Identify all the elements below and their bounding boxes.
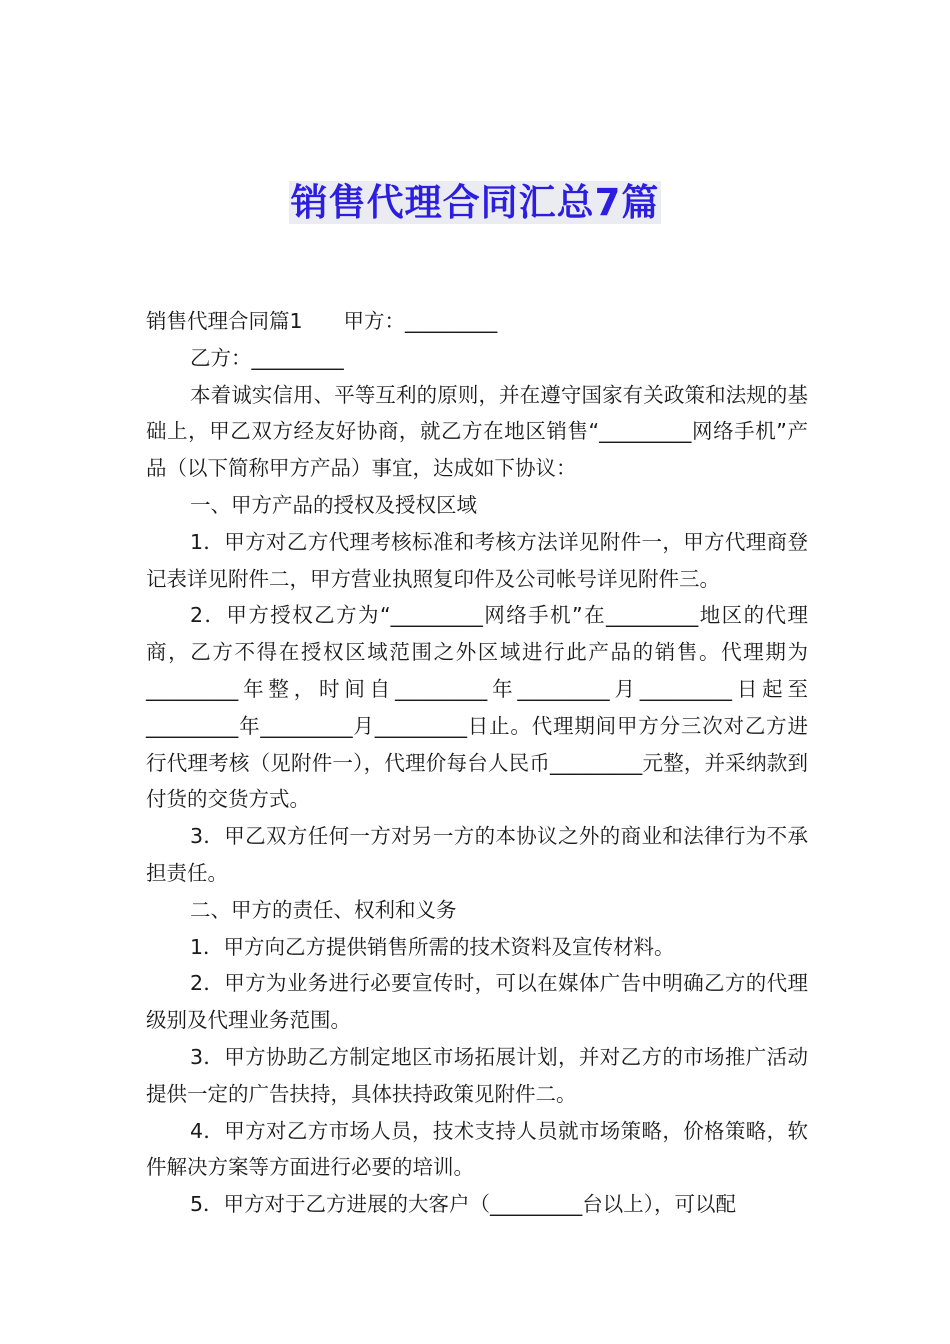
document-body: [146, 303, 808, 1223]
paragraph: 2．甲方授权乙方为“_________网络手机”在_________地区的代理商，乙方不得在授权区域范围之外区域进行此产品的销售。代理期为_________年整，时间自_________年_________月_________日起至_________年_________月_________日止。代理期间甲方分三次对乙方进行代理考核（见附件一），代理价每台人民币_________元整，并采纳款到付货的交货方式。: [146, 603, 808, 812]
paragraph: 3．甲乙双方任何一方对另一方的本协议之外的商业和法律行为不承担责任。: [146, 824, 808, 885]
paragraph: 1．甲方向乙方提供销售所需的技术资料及宣传材料。: [190, 934, 675, 959]
paragraph: 2．甲方为业务进行必要宣传时，可以在媒体广告中明确乙方的代理级别及代理业务范围。: [146, 971, 808, 1033]
section-heading: 二、甲方的责任、权利和义务: [190, 897, 457, 922]
document-title: [0, 172, 950, 226]
paragraph: 乙方：_________: [190, 345, 344, 370]
paragraph: 3．甲方协助乙方制定地区市场拓展计划，并对乙方的市场推广活动提供一定的广告扶持，具体扶持政策见附件二。: [146, 1044, 808, 1106]
paragraph: 销售代理合同篇1 甲方：_________: [146, 309, 498, 333]
title-text: 销售代理合同汇总7篇: [290, 181, 660, 224]
paragraph: 5．甲方对于乙方进展的大客户（_________台以上），可以配: [190, 1192, 737, 1217]
paragraph: 本着诚实信用、平等互利的原则，并在遵守国家有关政策和法规的基础上，甲乙双方经友好协商，就乙方在地区销售“_________网络手机”产品（以下简称甲方产品）事宜，达成如下协议：: [146, 382, 808, 481]
paragraph: 1．甲方对乙方代理考核标准和考核方法详见附件一，甲方代理商登记表详见附件二，甲方营业执照复印件及公司帐号详见附件三。: [146, 529, 808, 591]
section-heading: 一、甲方产品的授权及授权区域: [190, 492, 477, 517]
paragraph: 4．甲方对乙方市场人员，技术支持人员就市场策略，价格策略，软件解决方案等方面进行必要的培训。: [146, 1118, 808, 1180]
